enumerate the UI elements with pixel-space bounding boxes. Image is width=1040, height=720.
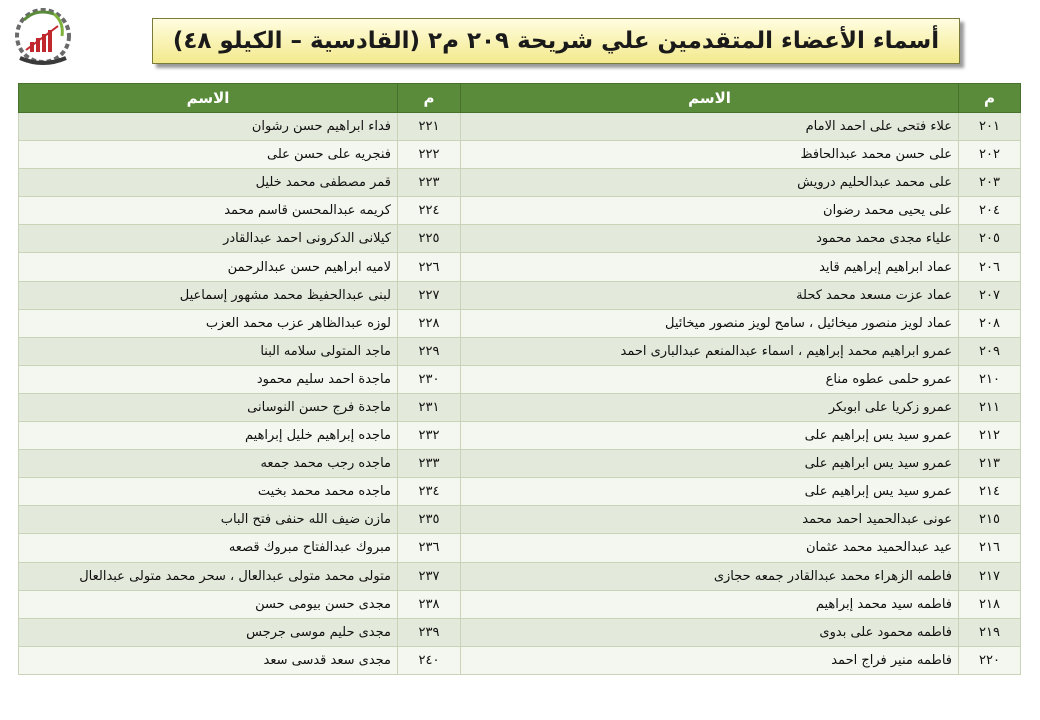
member-name-right: عمرو سيد يس إبراهيم على <box>461 478 959 506</box>
members-table <box>18 83 1021 675</box>
row-number-left: ٢٣٧ <box>398 562 461 590</box>
row-number-right: ٢٠٥ <box>959 225 1021 253</box>
row-number-right: ٢٠٩ <box>959 337 1021 365</box>
table-row <box>19 534 1021 562</box>
member-name-right: عمرو زكريا على ابوبكر <box>461 393 959 421</box>
member-name-right: عمرو سيد يس ابراهيم على <box>461 450 959 478</box>
table-row <box>19 197 1021 225</box>
row-number-right: ٢٠٣ <box>959 169 1021 197</box>
row-number-right: ٢٠١ <box>959 113 1021 141</box>
table-row <box>19 562 1021 590</box>
member-name-left: فداء ابراهيم حسن رشوان <box>19 113 398 141</box>
member-name-left: قمر مصطفى محمد خليل <box>19 169 398 197</box>
row-number-left: ٢٢١ <box>398 113 461 141</box>
table-row <box>19 450 1021 478</box>
member-name-right: على يحيى محمد رضوان <box>461 197 959 225</box>
row-number-right: ٢١٤ <box>959 478 1021 506</box>
member-name-right: عمرو ابراهيم محمد إبراهيم ، اسماء عبدالمنعم عبدالبارى احمد <box>461 337 959 365</box>
table-row <box>19 309 1021 337</box>
member-name-right: عمرو سيد يس إبراهيم على <box>461 422 959 450</box>
row-number-left: ٢٢٣ <box>398 169 461 197</box>
header-name-right: الاسم <box>461 84 959 113</box>
row-number-left: ٢٢٦ <box>398 253 461 281</box>
title-banner <box>152 18 960 64</box>
page-title: أسماء الأعضاء المتقدمين علي شريحة ٢٠٩ م٢ (القادسية – الكيلو ٤٨) <box>172 28 940 54</box>
member-name-left: فنجريه على حسن على <box>19 141 398 169</box>
row-number-right: ٢١١ <box>959 393 1021 421</box>
row-number-left: ٢٢٨ <box>398 309 461 337</box>
member-name-left: مجدى حليم موسى جرجس <box>19 618 398 646</box>
row-number-right: ٢٠٤ <box>959 197 1021 225</box>
row-number-right: ٢٢٠ <box>959 646 1021 674</box>
row-number-right: ٢١٦ <box>959 534 1021 562</box>
member-name-right: فاطمه منير فراج احمد <box>461 646 959 674</box>
member-name-left: لوزه عبدالظاهر عزب محمد العزب <box>19 309 398 337</box>
row-number-left: ٢٢٩ <box>398 337 461 365</box>
row-number-right: ٢١٢ <box>959 422 1021 450</box>
row-number-right: ٢٠٢ <box>959 141 1021 169</box>
row-number-right: ٢٠٨ <box>959 309 1021 337</box>
member-name-right: على حسن محمد عبدالحافظ <box>461 141 959 169</box>
table-row <box>19 281 1021 309</box>
member-name-left: ماجده إبراهيم خليل إبراهيم <box>19 422 398 450</box>
row-number-left: ٢٢٢ <box>398 141 461 169</box>
member-name-right: علياء مجدى محمد محمود <box>461 225 959 253</box>
row-number-left: ٢٢٥ <box>398 225 461 253</box>
row-number-right: ٢١٩ <box>959 618 1021 646</box>
table-row <box>19 365 1021 393</box>
row-number-right: ٢١٨ <box>959 590 1021 618</box>
header-name-left: الاسم <box>19 84 398 113</box>
row-number-left: ٢٣١ <box>398 393 461 421</box>
row-number-right: ٢٠٧ <box>959 281 1021 309</box>
table-row <box>19 590 1021 618</box>
header-num-right: م <box>959 84 1021 113</box>
member-name-right: عونى عبدالحميد احمد محمد <box>461 506 959 534</box>
member-name-left: متولى محمد متولى عبدالعال ، سحر محمد متولى عبدالعال <box>19 562 398 590</box>
row-number-left: ٢٣٠ <box>398 365 461 393</box>
member-name-left: ماجدة احمد سليم محمود <box>19 365 398 393</box>
row-number-right: ٢١٥ <box>959 506 1021 534</box>
table-header-row <box>19 84 1021 113</box>
member-name-left: ماجدة فرج حسن النوسانى <box>19 393 398 421</box>
table-row <box>19 253 1021 281</box>
organization-logo-icon <box>14 6 72 72</box>
member-name-left: مازن ضيف الله حنفى فتح الباب <box>19 506 398 534</box>
row-number-left: ٢٣٩ <box>398 618 461 646</box>
member-name-left: مجدى سعد قدسى سعد <box>19 646 398 674</box>
member-name-left: ماجد المتولى سلامه البنا <box>19 337 398 365</box>
member-name-left: كيلانى الدكرونى احمد عبدالقادر <box>19 225 398 253</box>
member-name-left: مجدى حسن بيومى حسن <box>19 590 398 618</box>
member-name-right: عمرو حلمى عطوه مناع <box>461 365 959 393</box>
member-name-left: لاميه ابراهيم حسن عبدالرحمن <box>19 253 398 281</box>
row-number-left: ٢٣٥ <box>398 506 461 534</box>
member-name-right: فاطمه محمود على بدوى <box>461 618 959 646</box>
table-row <box>19 618 1021 646</box>
member-name-left: لبنى عبدالحفيظ محمد مشهور إسماعيل <box>19 281 398 309</box>
table-row <box>19 141 1021 169</box>
member-name-right: عماد عزت مسعد محمد كحلة <box>461 281 959 309</box>
member-name-left: ماجده رجب محمد جمعه <box>19 450 398 478</box>
row-number-left: ٢٣٣ <box>398 450 461 478</box>
row-number-left: ٢٣٤ <box>398 478 461 506</box>
member-name-right: عماد ابراهيم إبراهيم قايد <box>461 253 959 281</box>
row-number-left: ٢٣٦ <box>398 534 461 562</box>
member-name-left: مبروك عبدالفتاح مبروك قصعه <box>19 534 398 562</box>
row-number-left: ٢٣٨ <box>398 590 461 618</box>
row-number-right: ٢١٣ <box>959 450 1021 478</box>
member-name-left: كريمه عبدالمحسن قاسم محمد <box>19 197 398 225</box>
member-name-right: فاطمه الزهراء محمد عبدالقادر جمعه حجازى <box>461 562 959 590</box>
table-row <box>19 113 1021 141</box>
row-number-right: ٢١٠ <box>959 365 1021 393</box>
row-number-left: ٢٤٠ <box>398 646 461 674</box>
member-name-right: فاطمه سيد محمد إبراهيم <box>461 590 959 618</box>
table-row <box>19 169 1021 197</box>
row-number-right: ٢٠٦ <box>959 253 1021 281</box>
member-name-right: علاء فتحى على احمد الامام <box>461 113 959 141</box>
member-name-right: عيد عبدالحميد محمد عثمان <box>461 534 959 562</box>
table-row <box>19 506 1021 534</box>
row-number-right: ٢١٧ <box>959 562 1021 590</box>
header-num-left: م <box>398 84 461 113</box>
table-row <box>19 393 1021 421</box>
table-row <box>19 225 1021 253</box>
member-name-right: على محمد عبدالحليم درويش <box>461 169 959 197</box>
member-name-right: عماد لويز منصور ميخائيل ، سامح لويز منصور ميخائيل <box>461 309 959 337</box>
row-number-left: ٢٣٢ <box>398 422 461 450</box>
table-row <box>19 478 1021 506</box>
table-row <box>19 422 1021 450</box>
table-row <box>19 646 1021 674</box>
member-name-left: ماجده محمد محمد بخيت <box>19 478 398 506</box>
row-number-left: ٢٢٤ <box>398 197 461 225</box>
row-number-left: ٢٢٧ <box>398 281 461 309</box>
table-row <box>19 337 1021 365</box>
